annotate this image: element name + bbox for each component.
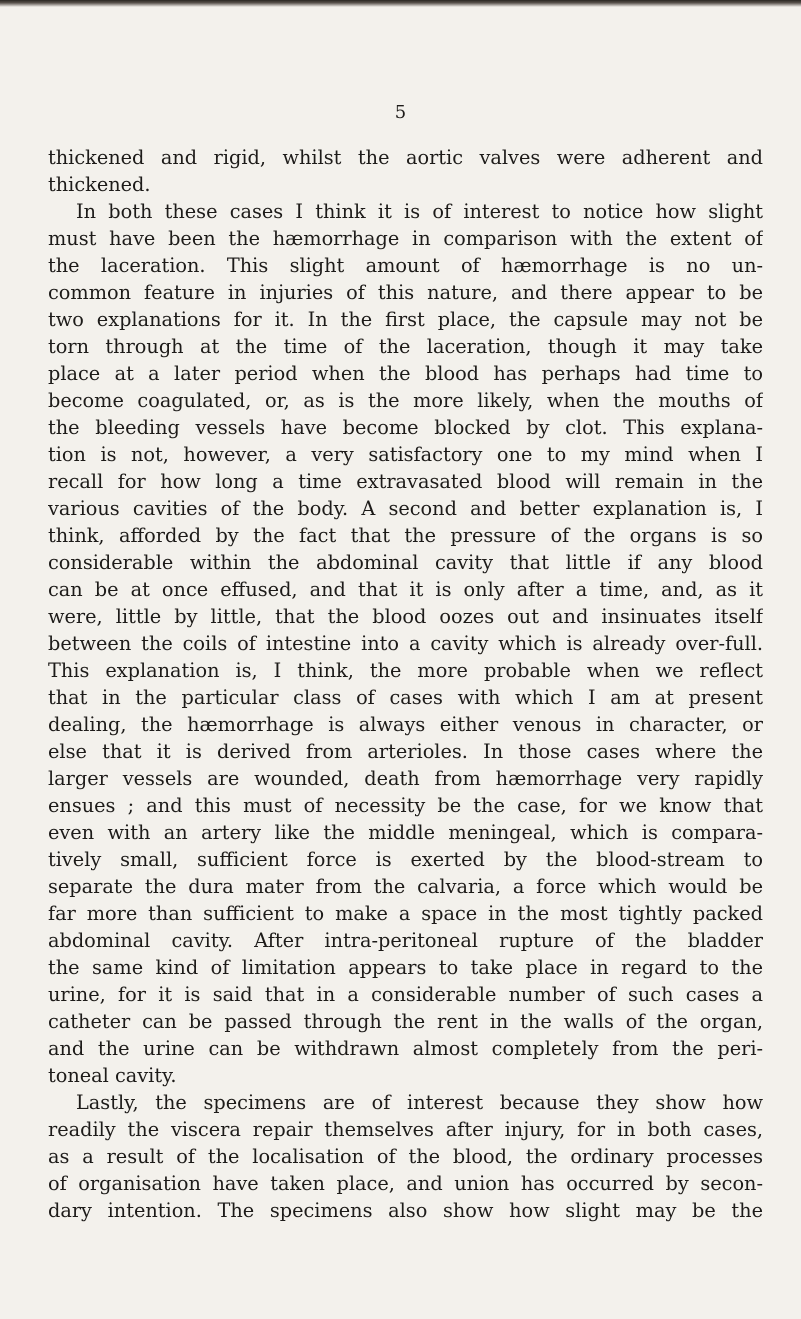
text-line: This explanation is, I think, the more probable when we reflect bbox=[48, 659, 763, 682]
text-line: tion is not, however, a very satisfactory one to my mind when I bbox=[48, 443, 763, 466]
page-top-edge-shadow bbox=[0, 0, 801, 7]
text-line: the laceration. This slight amount of hæmorrhage is no un- bbox=[48, 254, 763, 277]
text-line: of organisation have taken place, and union has occurred by secon- bbox=[48, 1172, 763, 1195]
text-line: even with an artery like the middle meningeal, which is compara- bbox=[48, 821, 763, 844]
text-line: that in the particular class of cases with which I am at present bbox=[48, 686, 763, 709]
text-line: readily the viscera repair themselves after injury, for in both cases, bbox=[48, 1118, 763, 1141]
text-line: separate the dura mater from the calvaria, a force which would be bbox=[48, 875, 763, 898]
text-line: toneal cavity. bbox=[48, 1064, 177, 1087]
text-line: considerable within the abdominal cavity that little if any blood bbox=[48, 551, 763, 574]
text-line: think, afforded by the fact that the pressure of the organs is so bbox=[48, 524, 763, 547]
text-line: were, little by little, that the blood oozes out and insinuates itself bbox=[48, 605, 763, 628]
text-line: must have been the hæmorrhage in comparison with the extent of bbox=[48, 227, 763, 250]
text-line: abdominal cavity. After intra-peritoneal rupture of the bladder bbox=[48, 929, 763, 952]
text-line: the same kind of limitation appears to take place in regard to the bbox=[48, 956, 763, 979]
text-line: various cavities of the body. A second and better explanation is, I bbox=[48, 497, 763, 520]
text-line: between the coils of intestine into a cavity which is already over-full. bbox=[48, 632, 763, 655]
text-line: else that it is derived from arterioles. In those cases where the bbox=[48, 740, 763, 763]
page-number: 5 bbox=[394, 102, 407, 123]
text-line: far more than sufficient to make a space in the most tightly packed bbox=[48, 902, 763, 925]
text-line: tively small, sufficient force is exerted by the blood-stream to bbox=[48, 848, 763, 871]
text-line: urine, for it is said that in a considerable number of such cases a bbox=[48, 983, 763, 1006]
text-line: thickened. bbox=[48, 173, 151, 196]
text-line: dealing, the hæmorrhage is always either venous in character, or bbox=[48, 713, 763, 736]
text-line: catheter can be passed through the rent in the walls of the organ, bbox=[48, 1010, 763, 1033]
text-line: recall for how long a time extravasated blood will remain in the bbox=[48, 470, 763, 493]
text-line: as a result of the localisation of the blood, the ordinary processes bbox=[48, 1145, 763, 1168]
text-line: thickened and rigid, whilst the aortic valves were adherent and bbox=[48, 146, 763, 169]
text-line: and the urine can be withdrawn almost completely from the peri- bbox=[48, 1037, 763, 1060]
text-line: common feature in injuries of this nature, and there appear to be bbox=[48, 281, 763, 304]
text-line: two explanations for it. In the first place, the capsule may not be bbox=[48, 308, 763, 331]
text-line: can be at once effused, and that it is only after a time, and, as it bbox=[48, 578, 763, 601]
text-line: become coagulated, or, as is the more likely, when the mouths of bbox=[48, 389, 763, 412]
text-line: dary intention. The specimens also show how slight may be the bbox=[48, 1199, 763, 1222]
text-line: ensues ; and this must of necessity be the case, for we know that bbox=[48, 794, 763, 817]
text-line: In both these cases I think it is of interest to notice how slight bbox=[76, 200, 763, 223]
text-line: the bleeding vessels have become blocked by clot. This explana- bbox=[48, 416, 763, 439]
text-line: Lastly, the specimens are of interest because they show how bbox=[76, 1091, 763, 1114]
text-line: place at a later period when the blood has perhaps had time to bbox=[48, 362, 763, 385]
text-line: larger vessels are wounded, death from hæmorrhage very rapidly bbox=[48, 767, 763, 790]
text-line: torn through at the time of the laceration, though it may take bbox=[48, 335, 763, 358]
